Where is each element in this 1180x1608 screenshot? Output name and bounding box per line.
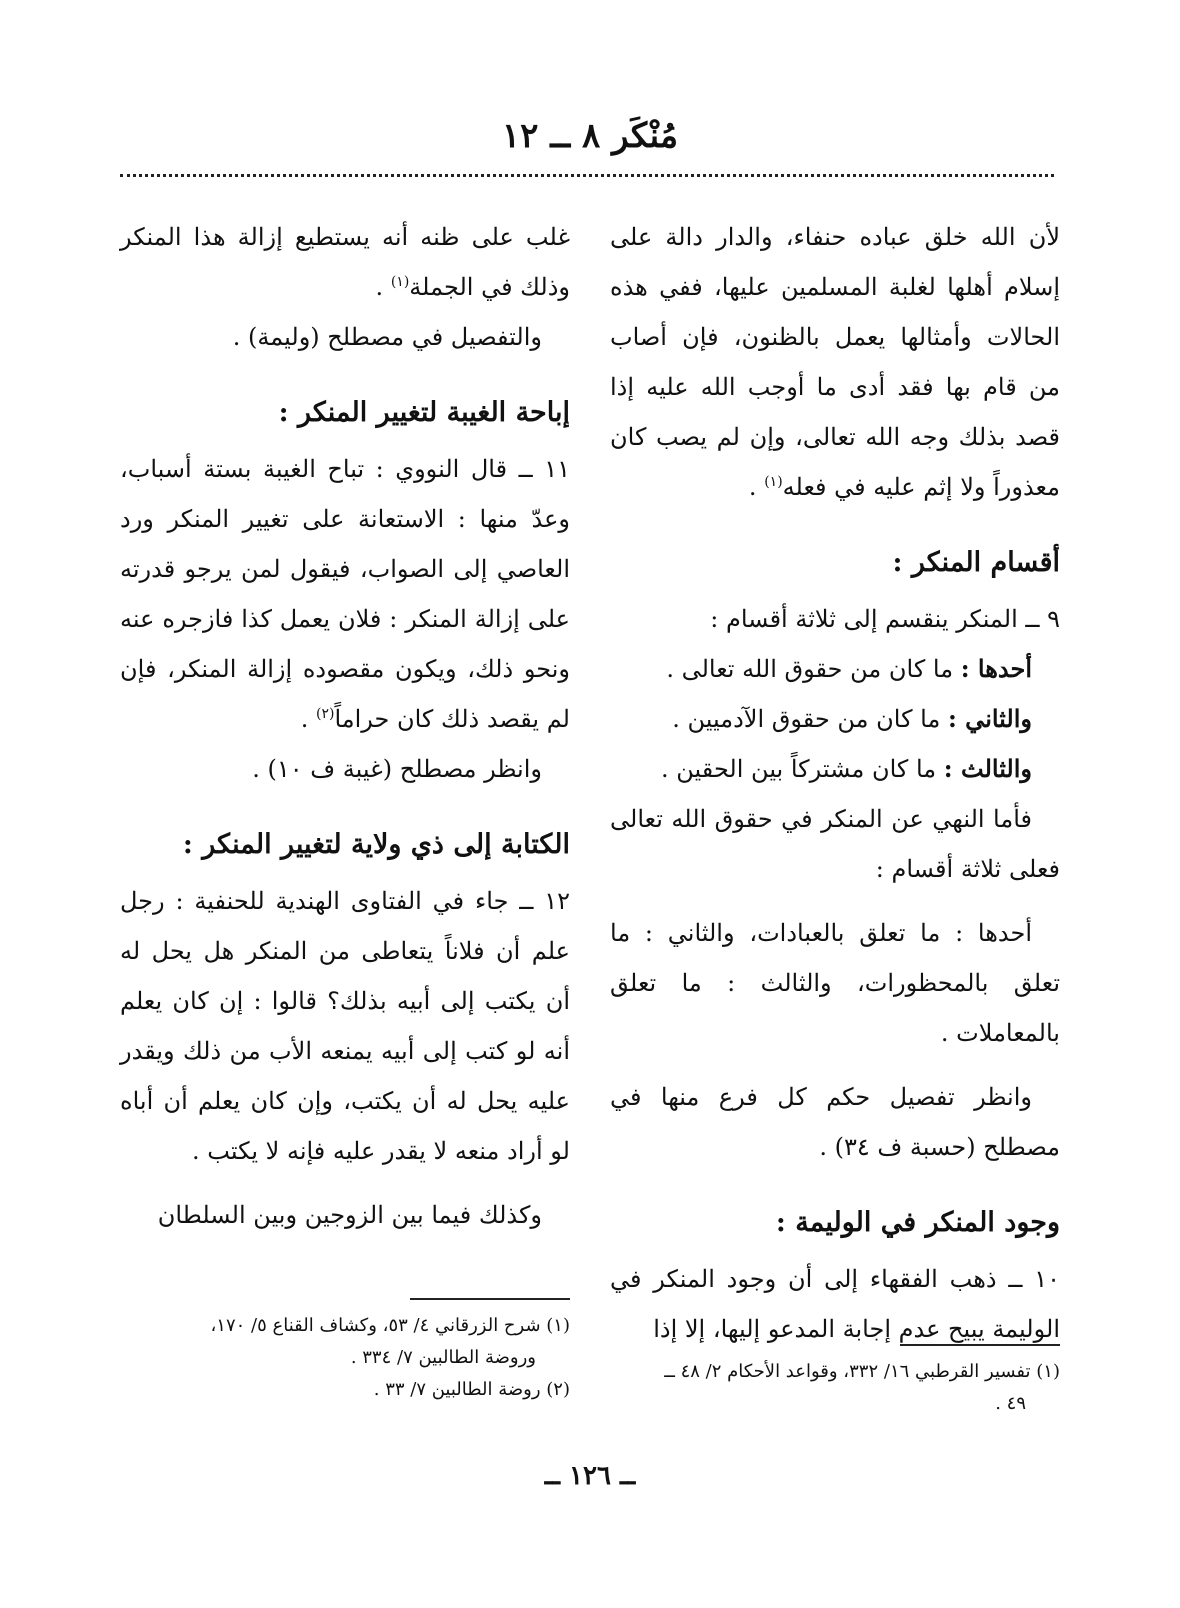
running-title: مُنْكَر ٨ ــ ١٢ [501,116,679,156]
paragraph: والتفصيل في مصطلح (وليمة) . [232,323,542,351]
paragraph: ١٢ ــ جاء في الفتاوى الهندية للحنفية : رجل علم أن فلاناً يتعاطى من المنكر هل يحل له أن يكتب إلى أبيه بذلك؟ قالوا : إن كان يعلم أنه لو كتب إلى أبيه يمنعه الأب من ذلك ويقدر عليه يحل له أن يكتب، وإن كان يعلم أن أباه لو أراد منعه لا يقدر عليه فإنه لا يكتب . [120,887,570,1165]
footnote-line: وروضة الطالبين ٧/ ٣٣٤ . [350,1347,536,1368]
section-heading-aqsam: أقسام المنكر : [892,547,1060,578]
section-heading-kitaba: الكتابة إلى ذي ولاية لتغيير المنكر : [182,829,570,860]
paragraph-text: لأن الله خلق عباده حنفاء، والدار دالة على إسلام أهلها لغلبة المسلمين عليها، ففي هذه الحالات وأمثالها يعمل بالظنون، فإن أصاب من قام بها فقد أدى ما أوجب الله عليه إذا قصد بذلك وجه الله تعالى، وإن لم يصب كان معذوراً ولا إثم عليه في فعله [610,223,1060,501]
list-item-label: والثالث : [943,754,1032,783]
list-item [610,644,1060,694]
list-item [610,744,1060,794]
list-item-text: ما كان من حقوق الله تعالى . [666,655,961,683]
list-item-label: والثاني : [947,704,1032,733]
footnote-line: (١) شرح الزرقاني ٤/ ٥٣، وكشاف القناع ٥/ ١٧٠، [210,1315,570,1336]
footnotes-right [610,1344,1060,1420]
footnote-ref: (١) [764,474,783,490]
section-heading-ghiba: إباحة الغيبة لتغيير المنكر : [278,397,570,428]
paragraph-end: . [300,705,316,733]
paragraph-text: ١١ ــ قال النووي : تباح الغيبة بستة أسباب، وعدّ منها : الاستعانة على تغيير المنكر ورد العاصي إلى الصواب، فيقول لمن يرجو قدرته على إزالة المنكر : فلان يعمل كذا فازجره عنه ونحو ذلك، ويكون مقصوده إزالة المنكر، فإن لم يقصد ذلك كان حراماً [120,455,570,733]
footnote-line: (٢) روضة الطالبين ٧/ ٣٣ . [373,1379,570,1400]
paragraph: ٩ ــ المنكر ينقسم إلى ثلاثة أقسام : [710,605,1060,633]
footnote-line: (١) تفسير القرطبي ١٦/ ٣٣٢، وقواعد الأحكام ٢/ ٤٨ ــ [664,1361,1060,1382]
footnote-line: ٤٩ . [995,1393,1026,1414]
footnote-rule [410,1298,570,1300]
paragraph: أحدها : ما تعلق بالعبادات، والثاني : ما تعلق بالمحظورات، والثالث : ما تعلق بالمعاملات . [610,919,1060,1047]
paragraph-end: . [748,473,765,501]
paragraph: فأما النهي عن المنكر في حقوق الله تعالى فعلى ثلاثة أقسام : [610,805,1060,883]
section-heading-walima: وجود المنكر في الوليمة : [775,1207,1060,1238]
footnote-rule [900,1344,1060,1346]
page-number: ــ ١٢٦ ــ [544,1461,636,1491]
footnote-ref: (١) [390,274,410,290]
paragraph [120,212,570,312]
paragraph [120,444,570,744]
paragraph: ١٠ ــ ذهب الفقهاء إلى أن وجود المنكر في الوليمة يبيح عدم إجابة المدعو إليها، إلا إذا [610,1265,1060,1343]
footnote-ref: (٢) [315,706,335,722]
paragraph [610,212,1060,512]
header-dotted-rule [120,174,1054,177]
paragraph: وكذلك فيما بين الزوجين وبين السلطان [157,1201,542,1229]
list-item-text: ما كان مشتركاً بين الحقين . [661,755,944,783]
paragraph-end: . [375,273,391,301]
paragraph-text: غلب على ظنه أنه يستطيع إزالة هذا المنكر وذلك في الجملة [120,223,570,301]
footnotes-left [120,1298,570,1406]
list-item-label: أحدها : [960,654,1032,683]
paragraph: وانظر مصطلح (غيبة ف ١٠) . [252,755,542,783]
list-item-text: ما كان من حقوق الآدميين . [672,705,948,733]
list-item [610,694,1060,744]
paragraph: وانظر تفصيل حكم كل فرع منها في مصطلح (حسبة ف ٣٤) . [610,1083,1060,1161]
left-column [120,212,570,1240]
right-column [610,212,1060,1354]
